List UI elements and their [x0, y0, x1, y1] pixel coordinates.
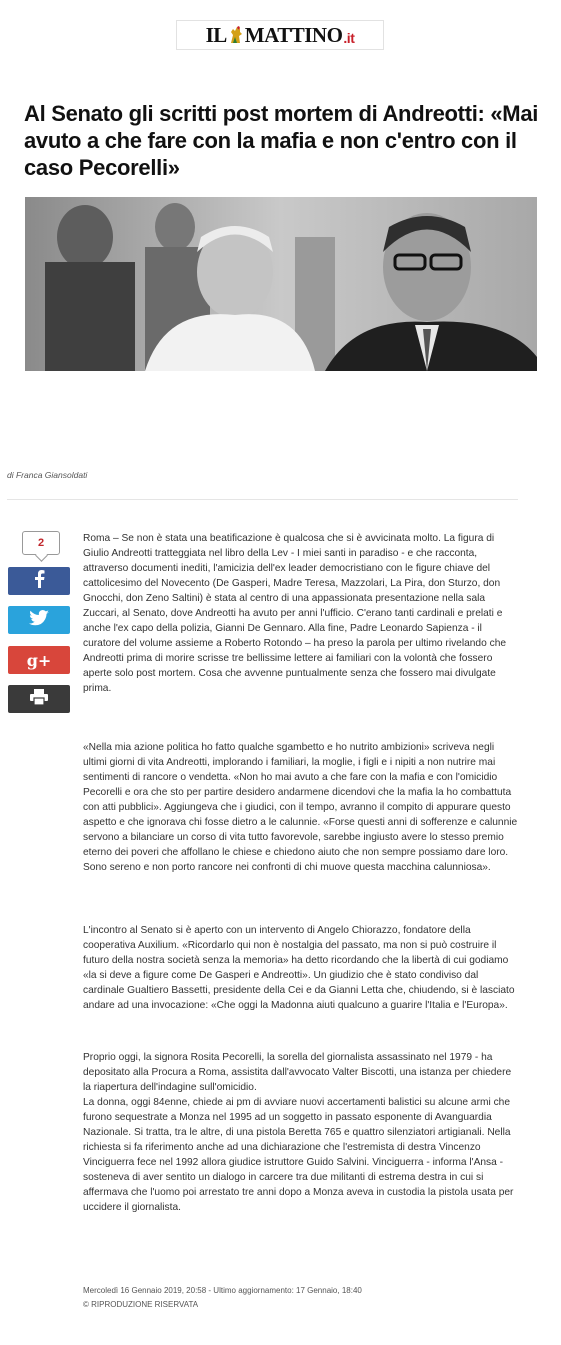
article-headline: Al Senato gli scritti post mortem di Andreotti: «Mai avuto a che fare con la mafia e non c'entro con il caso Pecorelli»	[24, 101, 539, 180]
article-paragraph: Roma – Se non è stata una beatificazione è qualcosa che si è avvicinata molto. La figura di Giulio Andreotti tratteggiata nel libro della Lev - I miei santi in paradiso - e che racconta, attraverso documenti inediti, l'amicizia dell'ex leader democristiano con le figure chiave del cattolicesimo del Novecento (De Gasperi, Madre Teresa, Mazzolari, La Pira, don Sturzo, don Gnocchi, don Zeno Saltini) è stata al centro di una appassionata presentazione nella sala Zuccari, al Senato, dove Andreotti ha avuto per anni l'ufficio. C'erano tanti cardinali e prelati e anche l'ex capo della polizia, Gianni De Gennaro. Alla fine, Padre Leonardo Sapienza - il curatore del volume assieme a Roberto Rotondo – ha preso la parola per ultimo rivelando che Andreotti prima di morire scrisse tre bellissime lettere ai familiari con la volontà che fossero aperte solo post mortem. Cosa che avvenne puntualmente senza che fossero mai divulgate prima.	[83, 533, 507, 694]
print-icon	[30, 689, 48, 710]
print-button[interactable]	[8, 685, 70, 713]
article-paragraph: Proprio oggi, la signora Rosita Pecorelli, la sorella del giornalista assassinato nel 1979 - ha depositato alla Procura a Roma, assistita dall'avvocato Valter Biscotti, una istanza per chiedere la riapertura dell'indagine sull'omicidio. La donna, oggi 84enne, chiede ai pm di avviare nuovi accertamenti balistici su alcune armi che furono sequestrate a Monza nel 1995 ad un soggetto in passato esponente di Avanguardia Nazionale. Si tratta, tra le altre, di una pistola Beretta 765 e quattro silenziatori artigianali. Nella richiesta si fa riferimento anche ad una dichiarazione che l'estremista di destra Vincenzo Vinciguerra fece nel 1992 allora giudice istruttore Guido Salvini. Vinciguerra - informa l'Ansa - sosteneva di aver sentito un dialogo in carcere tra due militanti di estrema destra in cui si affermava che l'uomo poi arrestato tre anni dopo a Monza aveva in custodia la pistola usata per uccidere il giornalista.	[83, 1052, 514, 1213]
logo-text-right: MATTINO	[244, 22, 343, 47]
divider	[7, 499, 518, 500]
google-plus-icon: g+	[26, 650, 52, 670]
article-photo	[25, 197, 537, 371]
logo-tld: .it	[343, 29, 355, 46]
article-paragraph: L'incontro al Senato si è aperto con un intervento di Angelo Chiorazzo, fondatore della cooperativa Auxilium. «Ricordarlo qui non è nostalgia del passato, ma non si può costruire il futuro della nostra società senza la memoria» ha detto ricordando che la libertà di cui godiamo «la si deve a figure come De Gasperi e Andreotti». Un giudizio che è stato condiviso dal cardinale Gualtiero Bassetti, presidente della Cei e da Gianni Letta che, chiudendo, si è lasciato andare ad una invocazione: «Che oggi la Madonna aiuti qualcuno a guarire l'Italia e l'Europa».	[83, 925, 515, 1011]
logo-wordmark	[206, 23, 355, 48]
copyright-notice: © RIPRODUZIONE RISERVATA	[83, 1300, 199, 1309]
google-plus-share-button[interactable]	[8, 646, 70, 674]
article-byline[interactable]: di Franca Giansoldati	[7, 470, 88, 480]
facebook-icon	[33, 570, 45, 593]
logo-text-left: IL	[205, 22, 227, 47]
comment-count-button[interactable]	[22, 531, 60, 555]
article-paragraph: «Nella mia azione politica ho fatto qualche sgambetto e ho nutrito ambizioni» scriveva negli ultimi giorni di vita Andreotti, implorando i familiari, la moglie, i figli e i nipiti a non nutrire mai sentimenti di rancore o vendetta. «Non ho mai avuto a che fare con la mafia e con l'omicidio Pecorelli e ora che sto per partire desidero andarmene dicendovi che la mafia la ho combattuta con atti pubblici». Aggiungeva che i giudici, con il tempo, avranno il compito di appurare questo aspetto e che ignorava chi fosse dietro a le calunnie. «Forse questi anni di sofferenze e calunnie servono a bilanciare un corso di vita tutto favorevole, sarebbe ingiusto avere lo stesso premio eterno dei poveri che affollano le chiese e chiedono aiuto che non sempre possiamo dare loro. Sono sereno e non porto rancore nei confronti di chi muove questa macchina calunniosa».	[83, 742, 518, 873]
facebook-share-button[interactable]	[8, 567, 70, 595]
comment-count: 2	[37, 537, 45, 549]
twitter-share-button[interactable]	[8, 606, 70, 634]
article-meta	[83, 1284, 362, 1312]
article-timestamp: Mercoledì 16 Gennaio 2019, 20:58 - Ultimo aggiornamento: 17 Gennaio, 18:40	[83, 1286, 362, 1295]
rooster-icon	[228, 25, 244, 45]
twitter-icon	[29, 610, 49, 631]
site-logo[interactable]	[176, 20, 384, 50]
